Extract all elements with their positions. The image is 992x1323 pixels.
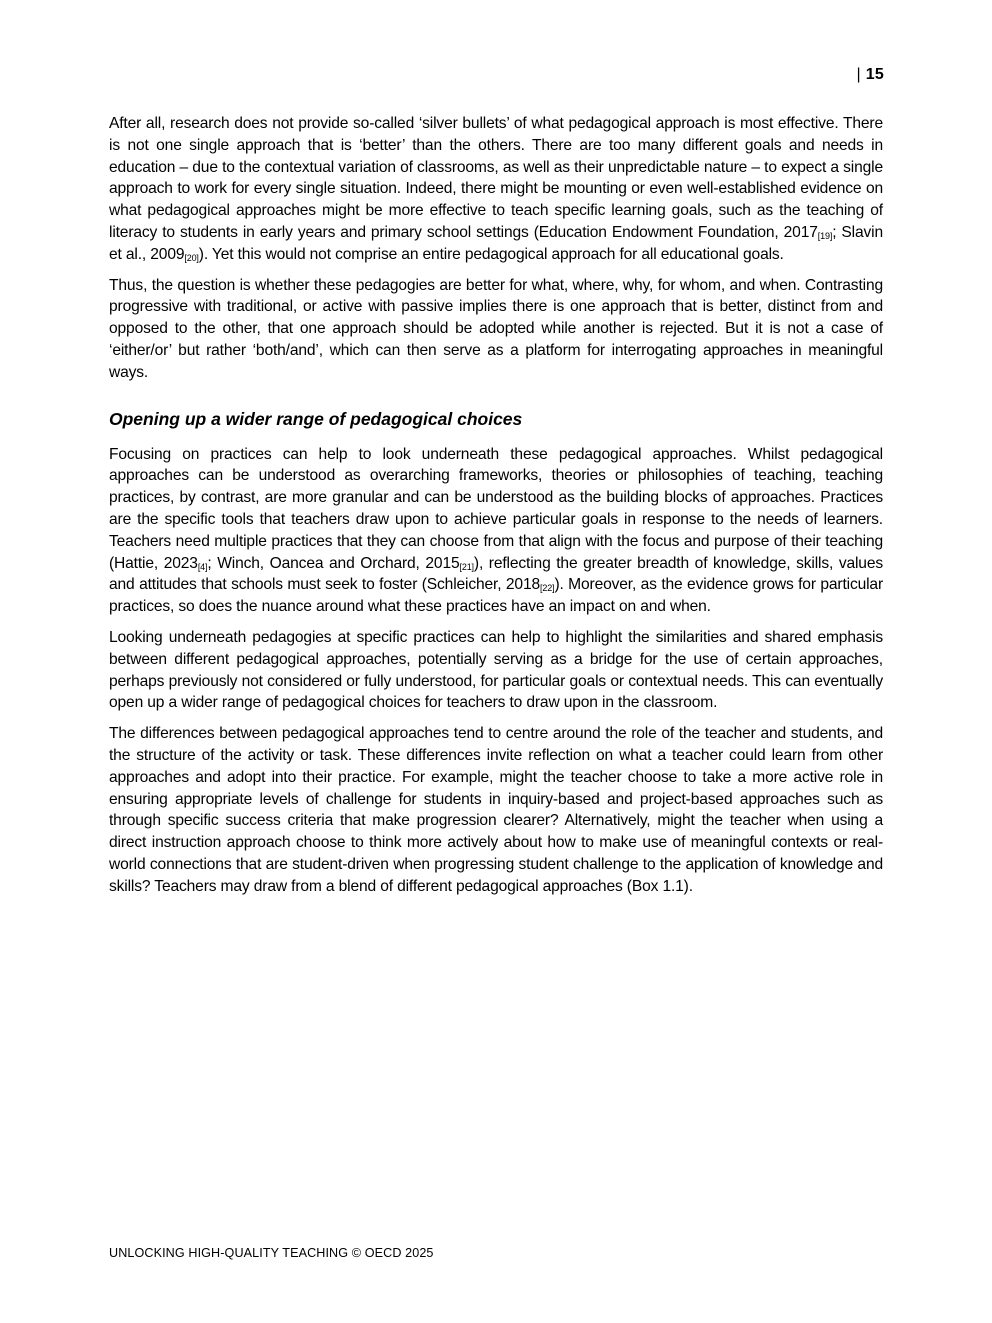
citation-reference[interactable]: [4] (197, 561, 208, 572)
citation-reference[interactable]: [20] (184, 252, 199, 263)
body-paragraph-both-and: Thus, the question is whether these pedagogies are better for what, where, why, for whom, and when. Contrasting progressive with traditional, or active with passive implies there is one approach that is better, distinct from and opposed to the other, that one approach should be adopted while another is rejected. But it is not a case of ‘either/or’ but rather ‘both/and’, which can then serve as a platform for interrogating approaches in meaningful ways. (109, 276, 883, 381)
page-number-separator: | (856, 66, 861, 83)
paragraph-text: Focusing on practices can help to look underneath these pedagogical approaches. Whilst pedagogical approaches can be understood as overarching frameworks, theories or philosophies of teaching, teaching practices, by contrast, are more granular and can be understood as the building blocks of approaches. Practices are the specific tools that teachers draw upon to achieve particular goals in response to the needs of learners. Teachers need multiple practices that they can choose from that align with the focus and purpose of their teaching (Hattie, 2023 (109, 445, 883, 572)
paragraph-text: ), reflecting the greater breadth of knowledge, skills, values and attitudes that schools must seek to foster (Schleicher, 2018 (109, 554, 883, 594)
page-number (856, 66, 884, 84)
paragraph-text: ; Winch, Oancea and Orchard, 2015 (207, 554, 460, 572)
page-footer: UNLOCKING HIGH-QUALITY TEACHING © OECD 2025 (109, 1246, 434, 1260)
paragraph-text: ). Moreover, as the evidence grows for particular practices, so does the nuance around what these practices have an impact on and when. (109, 576, 883, 616)
citation-reference[interactable]: [22] (540, 583, 555, 594)
paragraph-text: ; Slavin et al., 2009 (109, 223, 884, 263)
citation-reference[interactable]: [19] (817, 230, 833, 241)
paragraph-text: ). Yet this would not comprise an entire pedagogical approach for all educational goals. (198, 245, 784, 263)
body-paragraph-silver-bullets (109, 113, 883, 266)
body-paragraph-practices (109, 444, 883, 618)
body-paragraph-differences: The differences between pedagogical approaches tend to centre around the role of the teacher and students, and the structure of the activity or task. These differences invite reflection on what a teacher could learn from other approaches and adopt into their practice. For example, might the teacher choose to take a more active role in ensuring appropriate levels of challenge for students in inquiry-based and project-based approaches such as through specific success criteria that make progression clearer? Alternatively, might the teacher when using a direct instruction approach choose to think more actively about how to make use of meaningful contexts or real-world connections that are student-driven when progressing student challenge to the application of knowledge and skills? Teachers may draw from a blend of different pedagogical approaches (Box 1.1). (109, 725, 883, 895)
section-heading: Opening up a wider range of pedagogical choices (109, 408, 523, 429)
page-number-value: 15 (865, 66, 884, 83)
citation-reference[interactable]: [21] (459, 561, 474, 572)
body-paragraph-underneath-pedagogies: Looking underneath pedagogies at specific practices can help to highlight the similarities and shared emphasis between different pedagogical approaches, potentially serving as a bridge for the use of certain approaches, perhaps previously not considered or fully understood, for particular goals or contextual needs. This can eventually open up a wider range of pedagogical choices for teachers to draw upon in the classroom. (109, 628, 883, 712)
paragraph-text: After all, research does not provide so-called ‘silver bullets’ of what pedagogical approach is most effective. There is not one single approach that is ‘better’ than the others. There are too many different goals and needs in education – due to the contextual variation of classrooms, as well as their unpredictable nature – to expect a single approach to work for every single situation. Indeed, there might be mounting or even well-established evidence on what pedagogical approaches might be more effective to teach specific learning goals, such as the teaching of literacy to students in early years and primary school settings (Education Endowment Foundation, 2017 (109, 115, 883, 241)
page-body (109, 113, 883, 907)
